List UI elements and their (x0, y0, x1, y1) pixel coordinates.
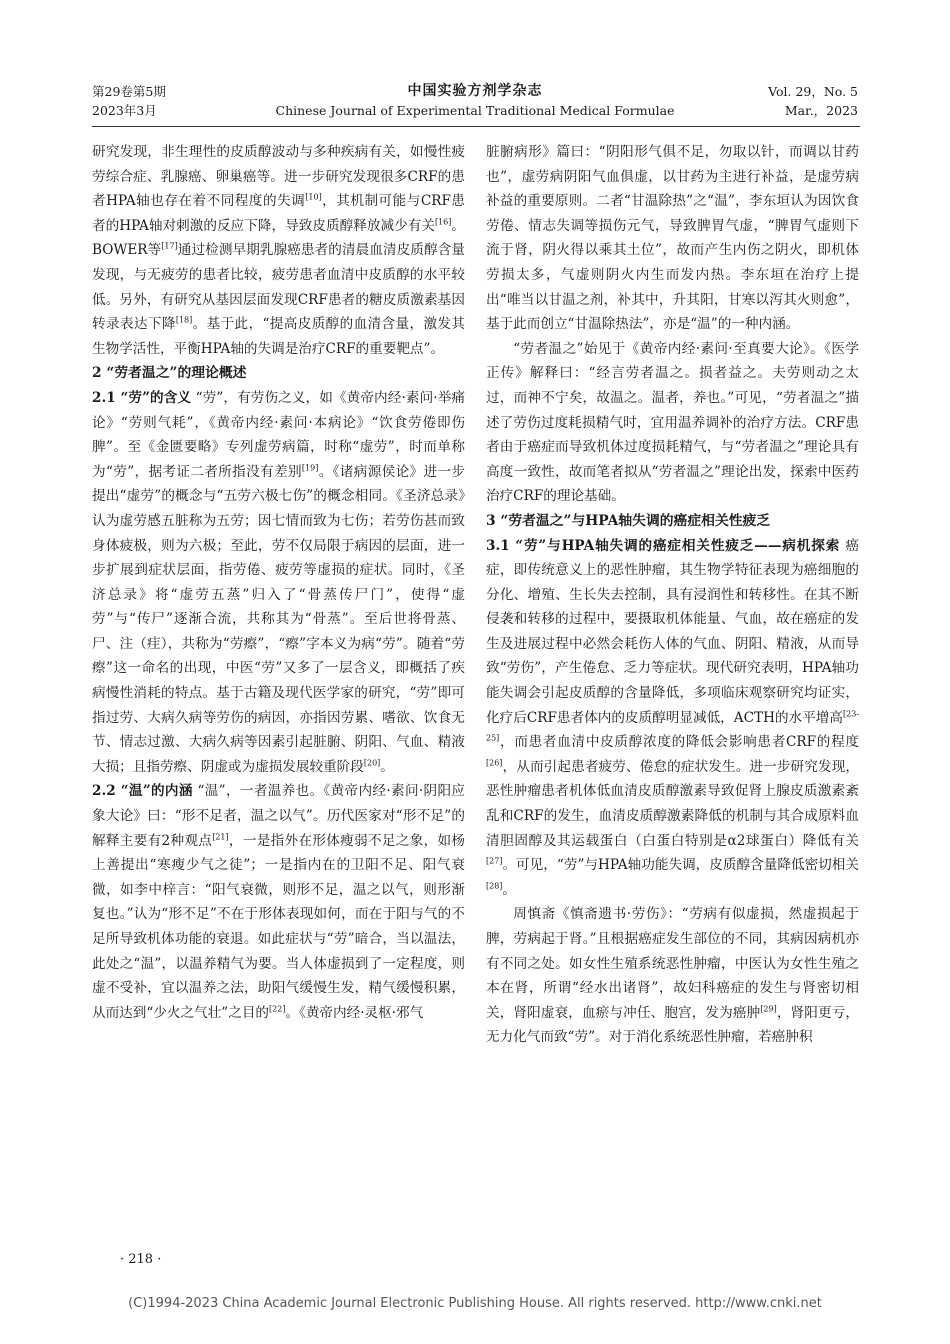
paragraph: 周慎斋《慎斋遗书·劳伤》：“劳病有似虚损，然虚损起于脾，劳病起于肾。”且根据癌症发生部位的不同，其病因病机亦有不同之处。如女性生殖系统恶性肿瘤，中医认为女性生殖之本在肾，所谓“经水出诸肾”，故妇科癌症的发生与肾密切相关，肾阳虚衰，血瘀与冲任、胞宫，发为癌肿[29]，肾阳更亏，无力化气而致“劳”。对于消化系统恶性肿瘤，若癌肿积 (486, 906, 860, 1046)
right-column (486, 140, 859, 1050)
citation[interactable]: [26] (486, 758, 503, 768)
subsection-title: 2.2 “温”的内涵 (92, 783, 193, 800)
paragraph: 研究发现，非生理性的皮质醇波动与多种疾病有关，如慢性疲劳综合症、乳腺癌、卵巢癌等。进一步研究发现很多CRF的患者HPA轴也存在着不同程度的失调[10]，其机制可能与CRF患者的HPA轴对刺激的反应下降，导致皮质醇释放减少有关[16]。BOWER等[17]通过检测早期乳腺癌患者的清晨血清皮质醇含量发现，与无疲劳的患者比较，疲劳患者血清中皮质醇的水平较低。另外，有研究从基因层面发现CRF患者的糖皮质激素基因转录表达下降[18]。基于此，“提高皮质醇的血清含量，激发其生物学活性，平衡HPA轴的失调是治疗CRF的重要靶点”。 (92, 144, 466, 357)
citation[interactable]: [10] (305, 192, 322, 202)
citation[interactable]: [17] (161, 241, 178, 251)
paragraph: 3.1 “劳”与HPA轴失调的癌症相关性疲乏——病机探索 癌症，即传统意义上的恶性肿瘤，其生物学特征表现为癌细胞的分化、增殖、生长失去控制，具有浸润性和转移性。在其不断侵袭和转移的过程中，要摄取机体能量、气血，故在癌症的发生及进展过程中必然会耗伤人体的气血、阴阳、精液，从而导致“劳伤”，产生倦怠、乏力等症状。现代研究表明，HPA轴功能失调会引起皮质醇的含量降低，多项临床观察研究均证实，化疗后CRF患者体内的皮质醇明显减低，ACTH的水平增高[23-25]，而患者血清中皮质醇浓度的降低会影响患者CRF的程度[26]，从而引起患者疲劳、倦怠的症状发生。进一步研究发现，恶性肿瘤患者机体低血清皮质醇激素导致促肾上腺皮质激素紊乱和CRF的发生，血清皮质醇激素降低的机制与其合成原料血清胆固醇及其运载蛋白（白蛋白特别是α2球蛋白）降低有关[27]。可见，“劳”与HPA轴功能失调，皮质醇含量降低密切相关[28]。 (486, 537, 859, 898)
left-column (92, 140, 465, 1025)
header-volume: 第29卷第5期 (92, 84, 166, 99)
citation[interactable]: [21] (212, 832, 229, 842)
citation[interactable]: [29] (760, 1004, 777, 1014)
citation[interactable]: [19] (301, 463, 319, 473)
citation[interactable]: [23-25] (486, 709, 859, 743)
header-issue-en (768, 82, 858, 120)
paragraph: 2.2 “温”的内涵 “温”，一者温养也。《黄帝内经·素问·阴阳应象大论》曰：“形不足者，温之以气”。历代医家对“形不足”的解释主要有2种观点[21]，一是指外在形体瘦弱不足之象，如杨上善提出“寒瘦少气之徒”；一是指内在的卫阳不足、阳气衰微，如李中梓言：“阳气衰微，则形不足，温之以气，则形渐复也。”认为“形不足”不在于形体表现如何，而在于阳与气的不足所导致机体功能的衰退。如此症状与“劳”暗合，当以温法，此处之“温”，以温养精气为要。当人体虚损到了一定程度，则虚不受补，宜以温养之法，助阳气缓慢生发，精气缓慢积累，从而达到“少火之气壮”之目的[22]。《黄帝内经·灵枢·邪气 (92, 783, 465, 1021)
paragraph: “劳者温之”始见于《黄帝内经·素问·至真要大论》。《医学正传》解释曰：“经言劳者温之。损者益之。夫劳则动之太过，而神不宁矣，故温之。温者，养也。”可见，“劳者温之”描述了劳伤过度耗损精气时，宜用温养调补的治疗方法。CRF患者由于癌症而导致机体过度损耗精气，与“劳者温之”理论具有高度一致性，故而笔者拟从“劳者温之”理论出发，探索中医药治疗CRF的理论基础。 (486, 340, 859, 505)
header-rule (92, 126, 860, 127)
journal-title-cn: 中国实验方剂学杂志 (407, 83, 543, 99)
subsection-title: 2.1 “劳”的含义 (92, 389, 192, 406)
citation[interactable]: [28] (486, 881, 503, 891)
copyright-footer: (C)1994-2023 China Academic Journal Electronic Publishing House. All rights reserved. http://www.cnki.net (128, 1296, 822, 1311)
citation[interactable]: [16] (434, 217, 452, 227)
section-heading-2: 2 “劳者温之”的理论概述 (92, 365, 247, 382)
citation[interactable]: [27] (486, 856, 503, 866)
header-volume-en: Vol. 29，No. 5 (768, 84, 858, 99)
citation[interactable]: [18] (175, 315, 193, 325)
subsection-title: 3.1 “劳”与HPA轴失调的癌症相关性疲乏——病机探索 (486, 537, 841, 554)
citation[interactable]: [22] (269, 1004, 286, 1014)
paragraph: 2.1 “劳”的含义 “劳”，有劳伤之义，如《黄帝内经·素问·举痛论》“劳则气耗”，《黄帝内经·素问·本病论》“饮食劳倦即伤脾”。至《金匮要略》专列虚劳病篇，时称“虚劳”，时而单称为“劳”，据考证二者所指没有差别[19]。《诸病源侯论》进一步提出“虚劳”的概念与“五劳六极七伤”的概念相同。《圣济总录》认为虚劳感五脏称为五劳；因七情而致为七伤；若劳伤甚而致身体疲极，则为六极；至此，劳不仅局限于病因的层面，进一步扩展到症状层面，指劳倦、疲劳等虚损的症状。同时，《圣济总录》将“虚劳五蒸”归入了“骨蒸传尸门”，使得“虚劳”与“传尸”逐渐合流，共称其为“骨蒸”。至后世将骨蒸、尸、注（疰），共称为“劳瘵”，“瘵”字本义为病“劳”。随着“劳瘵”这一命名的出现，中医“劳”又多了一层含义，即概括了疾病慢性消耗的特点。基于古籍及现代医学家的研究，“劳”即可指过劳、大病久病等劳伤的病因，亦指因劳累、嗜欲、饮食无节、情志过激、大病久病等因素引起脏腑、阴阳、气血、精液大损；且指劳瘵、阴虚或为虚损发展较重阶段[20]。 (92, 389, 465, 775)
header-date: 2023年3月 (92, 103, 157, 118)
citation[interactable]: [20] (363, 758, 381, 768)
journal-title-en: Chinese Journal of Experimental Traditional Medical Formulae (275, 103, 675, 118)
page-number: · 218 · (120, 1252, 162, 1267)
section-heading-3: 3 “劳者温之”与HPA轴失调的癌症相关性疲乏 (486, 512, 771, 529)
header-date-en: Mar.，2023 (784, 103, 858, 118)
paragraph: 脏腑病形》篇曰：“阴阳形气俱不足，勿取以针，而调以甘药也”，虚劳病阴阳气血俱虚，以甘药为主进行补益，是虚劳病补益的重要原则。二者“甘温除热”之“温”，李东垣认为因饮食劳倦、情志失调等损伤元气，导致脾胃气虚，“脾胃气虚则下流于肾，阴火得以乘其土位”，故而产生内伤之阴火，即机体劳损太多，气虚则阴火内生而发内热。李东垣在治疗上提出“唯当以甘温之剂，补其中，升其阳，甘寒以泻其火则愈”，基于此而创立“甘温除热法”，亦是“温”的一种内涵。 (486, 144, 859, 333)
